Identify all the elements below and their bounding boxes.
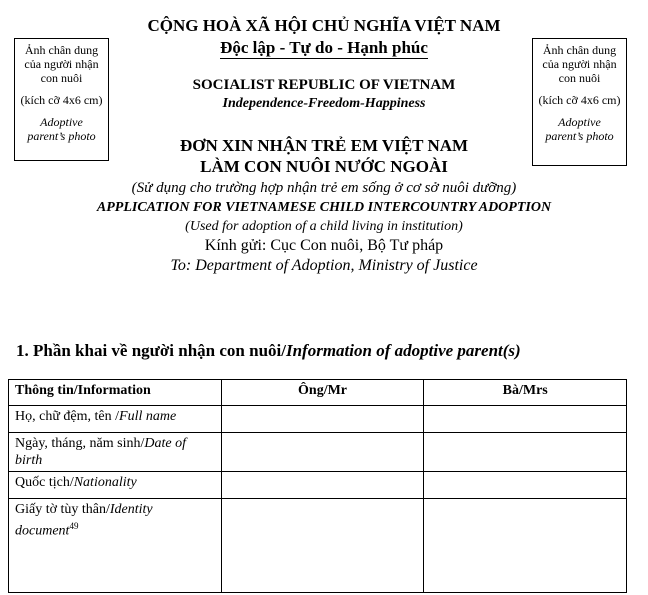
- row-label-en: Date of birth: [15, 436, 186, 468]
- row-label-vi: Quốc tịch/: [15, 475, 74, 490]
- row-label: [9, 472, 222, 499]
- row-label: [9, 499, 222, 593]
- field-mrs-nationality[interactable]: [424, 472, 627, 499]
- photo-caption-line: của người nhận: [542, 57, 617, 71]
- adoptive-parent-table: [8, 379, 627, 593]
- col-header-information: Thông tin/Information: [9, 380, 222, 406]
- table-header-row: [9, 380, 627, 406]
- row-label-vi: Giấy tờ tùy thân/: [15, 502, 110, 517]
- field-mr-full-name[interactable]: [221, 406, 424, 433]
- form-title-line1: ĐƠN XIN NHẬN TRẺ EM VIỆT NAM: [179, 136, 469, 155]
- country-name-vi: CỘNG HOÀ XÃ HỘI CHỦ NGHĨA VIỆT NAM: [147, 16, 501, 35]
- addressee-vi: Kính gửi: Cục Con nuôi, Bộ Tư pháp: [204, 237, 444, 254]
- photo-size: (kích cỡ 4x6 cm): [20, 93, 103, 107]
- section-1-heading-en: Information of adoptive parent(s): [285, 341, 521, 360]
- row-label-en: Full name: [119, 409, 177, 424]
- footnote-ref: 49: [69, 521, 79, 531]
- table-row-date-of-birth: [9, 433, 627, 472]
- form-usage-en: (Used for adoption of a child living in institution): [185, 219, 463, 234]
- photo-caption-en: Adoptive: [40, 115, 83, 129]
- motto-en: Independence-Freedom-Happiness: [222, 96, 426, 111]
- col-header-mr: Ông/Mr: [221, 380, 424, 406]
- table-row-nationality: [9, 472, 627, 499]
- field-mr-identity-document[interactable]: [221, 499, 424, 593]
- photo-caption-line: của người nhận: [24, 57, 99, 71]
- row-label-en: Identity document: [15, 502, 153, 539]
- photo-caption-line: Ảnh chân dung: [24, 43, 99, 57]
- photo-caption-line: con nuôi: [558, 71, 601, 85]
- photo-caption-en: Adoptive: [558, 115, 601, 129]
- section-1-heading: [16, 341, 521, 361]
- field-mr-nationality[interactable]: [221, 472, 424, 499]
- col-header-mrs: Bà/Mrs: [424, 380, 627, 406]
- section-1-heading-vi: 1. Phần khai về người nhận con nuôi/: [16, 341, 286, 360]
- field-mrs-full-name[interactable]: [424, 406, 627, 433]
- photo-caption-line: con nuôi: [40, 71, 83, 85]
- photo-caption-en: parent’s photo: [545, 129, 614, 143]
- addressee-en: To: Department of Adoption, Ministry of Justice: [170, 257, 478, 274]
- table-row-identity-document: [9, 499, 627, 593]
- form-title-line2: LÀM CON NUÔI NƯỚC NGOÀI: [200, 157, 448, 176]
- field-mrs-date-of-birth[interactable]: [424, 433, 627, 472]
- form-usage-vi: (Sử dụng cho trường hợp nhận trẻ em sống ở cơ sở nuôi dưỡng): [131, 180, 517, 196]
- table-row-full-name: [9, 406, 627, 433]
- field-mr-date-of-birth[interactable]: [221, 433, 424, 472]
- country-name-en: SOCIALIST REPUBLIC OF VIETNAM: [192, 77, 456, 93]
- form-title-en: APPLICATION FOR VIETNAMESE CHILD INTERCOUNTRY ADOPTION: [96, 200, 552, 215]
- photo-size: (kích cỡ 4x6 cm): [538, 93, 621, 107]
- row-label-vi: Họ, chữ đệm, tên /: [15, 409, 120, 424]
- row-label: [9, 433, 222, 472]
- motto-vi: Độc lập - Tự do - Hạnh phúc: [220, 38, 428, 57]
- photo-caption-line: Ảnh chân dung: [542, 43, 617, 57]
- row-label: [9, 406, 222, 433]
- field-mrs-identity-document[interactable]: [424, 499, 627, 593]
- photo-caption-en: parent’s photo: [27, 129, 96, 143]
- row-label-vi: Ngày, tháng, năm sinh/: [15, 436, 145, 451]
- row-label-en: Nationality: [73, 475, 137, 490]
